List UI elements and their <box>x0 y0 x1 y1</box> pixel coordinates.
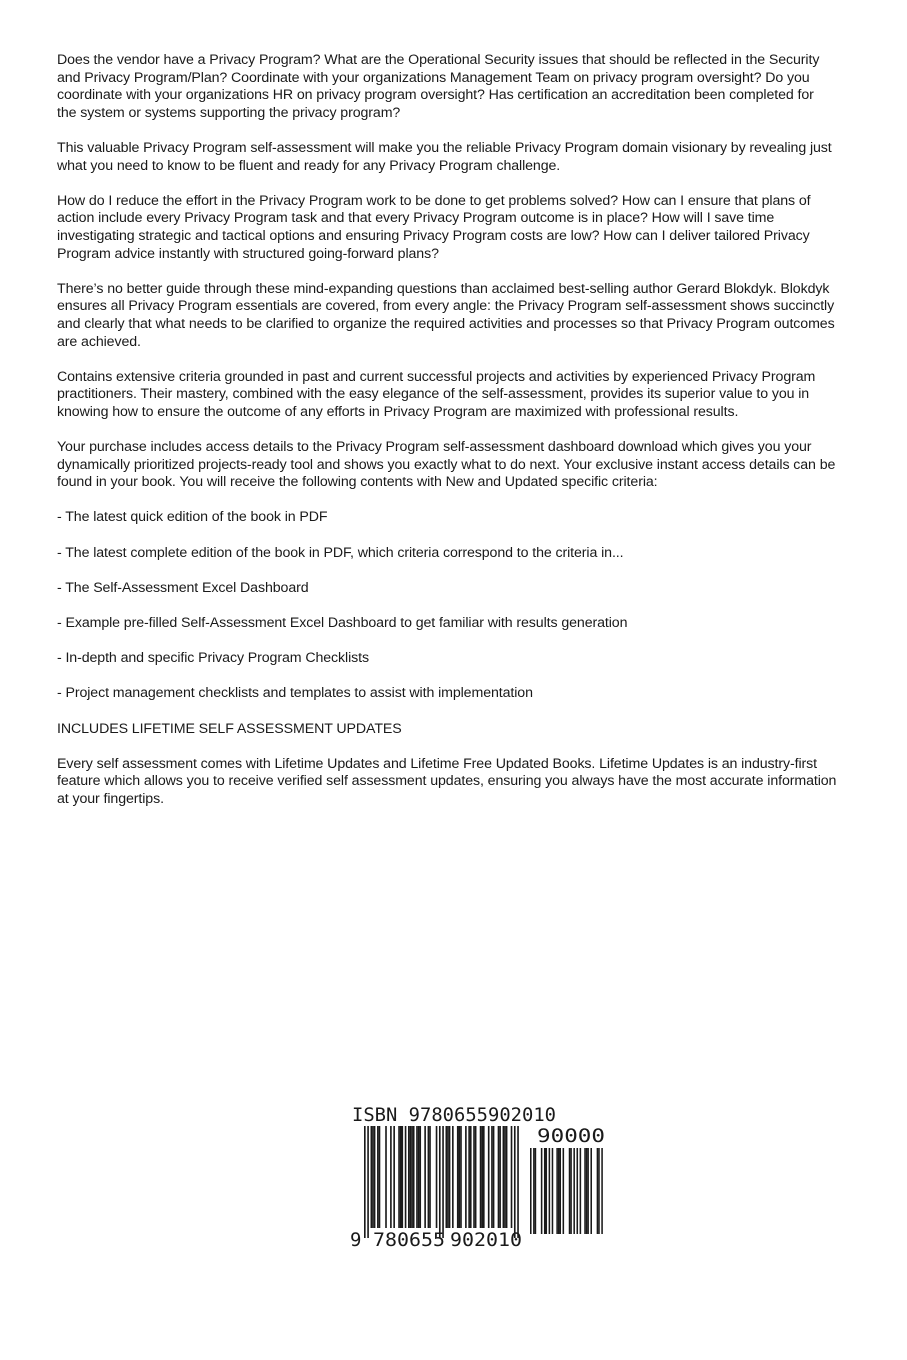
barcode-bar <box>503 1126 505 1228</box>
barcode-addon-bar <box>563 1148 565 1234</box>
barcode-bar <box>371 1126 373 1228</box>
barcode-addon-bar <box>601 1148 603 1234</box>
barcode-bar <box>398 1126 400 1228</box>
barcode-bar <box>372 1126 374 1228</box>
barcode-addon-bar <box>586 1148 588 1234</box>
barcode-bar <box>390 1126 392 1228</box>
barcode-bar <box>493 1126 495 1228</box>
barcode-bar <box>413 1126 415 1228</box>
barcode-bar <box>480 1126 482 1228</box>
barcode-addon-bar <box>546 1148 548 1234</box>
barcode-bar <box>410 1126 412 1228</box>
barcode-bar <box>468 1126 470 1228</box>
barcode-bar <box>470 1126 472 1228</box>
barcode-addon-bar <box>587 1148 589 1234</box>
description-text <box>57 52 837 826</box>
barcode-bar <box>374 1126 376 1228</box>
isbn-barcode <box>350 1104 610 1252</box>
barcode-bar <box>465 1126 467 1228</box>
barcode-addon-bar <box>544 1148 546 1234</box>
barcode-bar <box>481 1126 483 1228</box>
paragraph-purchase: Your purchase includes access details to the Privacy Program self-assessment dashboard download which gives you your dynamically prioritized projects-ready tool and shows you exactly what to do next. Your exclusive instant access details can be found in your book. You will receive the following contents with New and Updated specific criteria: <box>57 439 836 491</box>
barcode-bar <box>377 1126 379 1228</box>
barcode-addon-bar <box>549 1148 551 1234</box>
barcode-addon-bar <box>552 1148 554 1234</box>
barcode-addon-bar <box>584 1148 586 1234</box>
paragraph-lifetime-updates: Every self assessment comes with Lifetime Updates and Lifetime Free Updated Books. Lifetime Updates is an industry-first feature which allows you to receive verified self assessment updates, ensuring you always have the most accurate information at your fingertips. <box>57 755 837 807</box>
barcode-bar <box>367 1126 369 1238</box>
barcode-bar <box>408 1126 410 1228</box>
barcode-main-bars <box>364 1126 519 1238</box>
barcode-bar <box>446 1126 448 1228</box>
barcode-bar <box>429 1126 431 1228</box>
paragraph-how-questions: How do I reduce the effort in the Privacy Program work to be done to get problems solved? How can I ensure that plans of action include every Privacy Program task and that every Privacy Program outcome is in place? How will I save time investigating strategic and tactical options and ensuring Privacy Program costs are low? How can I deliver tailored Privacy Program advice instantly with structured going-forward plans? <box>57 192 811 262</box>
barcode-addon-bar <box>590 1148 592 1234</box>
barcode-bar <box>416 1126 418 1228</box>
barcode-bar <box>411 1126 413 1228</box>
barcode-digit-group-left: 780655 <box>373 1229 445 1251</box>
barcode-bar <box>499 1126 501 1228</box>
isbn-label: ISBN 9780655902010 <box>352 1104 556 1126</box>
barcode-bar <box>517 1126 519 1238</box>
list-item-quick-edition: - The latest quick edition of the book in PDF <box>57 509 328 526</box>
barcode-bar <box>436 1126 438 1228</box>
list-item-excel-dashboard: - The Self-Assessment Excel Dashboard <box>57 579 309 596</box>
barcode-bar <box>488 1126 490 1228</box>
barcode-bar <box>393 1126 395 1228</box>
barcode-bar <box>473 1126 475 1228</box>
barcode-bar <box>514 1126 516 1238</box>
barcode-bar <box>364 1126 366 1238</box>
list-item-checklists: - In-depth and specific Privacy Program Checklists <box>57 650 369 667</box>
list-item-prefilled-dashboard: - Example pre-filled Self-Assessment Excel Dashboard to get familiar with results generation <box>57 615 628 631</box>
barcode-bar <box>419 1126 421 1228</box>
barcode-addon-bar <box>533 1148 535 1234</box>
barcode-addon-bar <box>541 1148 543 1234</box>
barcode-bar <box>428 1126 430 1228</box>
lifetime-updates-heading: INCLUDES LIFETIME SELF ASSESSMENT UPDATES <box>57 720 402 737</box>
barcode-bar <box>442 1126 444 1238</box>
barcode-addon-bar <box>598 1148 600 1234</box>
barcode-bar <box>498 1126 500 1228</box>
barcode-addon-bar <box>569 1148 571 1234</box>
barcode-addon-bar <box>535 1148 537 1234</box>
barcode-bar <box>418 1126 420 1228</box>
barcode-lead-digit: 9 <box>350 1229 362 1251</box>
barcode-addon-bar <box>580 1148 582 1234</box>
barcode-addon-bar <box>570 1148 572 1234</box>
barcode-bar <box>385 1126 387 1228</box>
barcode-bar <box>491 1126 493 1228</box>
barcode-addon-bar <box>530 1148 532 1234</box>
barcode-bar <box>459 1126 461 1228</box>
barcode-bar <box>400 1126 402 1228</box>
barcode-addon-bar <box>577 1148 579 1234</box>
barcode-bar <box>424 1126 426 1228</box>
barcode-addon-bar <box>597 1148 599 1234</box>
barcode-bar <box>483 1126 485 1228</box>
barcode-bar <box>457 1126 459 1228</box>
list-item-complete-edition: - The latest complete edition of the book in PDF, which criteria correspond to the criteria in... <box>57 544 624 561</box>
barcode-bar <box>449 1126 451 1228</box>
barcode-bar <box>506 1126 508 1228</box>
barcode-addon-bar <box>573 1148 575 1234</box>
barcode-addon-bar <box>558 1148 560 1234</box>
barcode-bar <box>401 1126 403 1228</box>
barcode-bar <box>475 1126 477 1228</box>
barcode-bar <box>439 1126 441 1238</box>
barcode-digit-group-right: 902010 <box>450 1229 522 1251</box>
barcode-addon-digits: 90000 <box>537 1125 605 1147</box>
paragraph-value: This valuable Privacy Program self-assessment will make you the reliable Privacy Program domain visionary by revealing just what you need to know to be fluent and ready for any Privacy Program challenge. <box>57 139 832 174</box>
paragraph-criteria: Contains extensive criteria grounded in past and current successful projects and activities by experienced Privacy Program practitioners. Their mastery, combined with the easy elegance of the self-assessment, provides its superior value to you in knowing how to ensure the outcome of any efforts in Privacy Program are maximized with professional results. <box>57 368 816 420</box>
barcode-bar <box>504 1126 506 1228</box>
list-item-project-templates: - Project management checklists and templates to assist with implementation <box>57 685 533 702</box>
barcode-addon-bar <box>559 1148 561 1234</box>
paragraph-author: There’s no better guide through these mind-expanding questions than acclaimed best-selling author Gerard Blokdyk. Blokdyk ensures all Privacy Program essentials are covered, from every angle: the Privacy Program self-assessment shows succinctly and clearly that what needs to be clarified to organize the required activities and processes so that Privacy Program outcomes are achieved. <box>57 280 835 350</box>
barcode-bar <box>379 1126 381 1228</box>
barcode-bar <box>460 1126 462 1228</box>
barcode-addon-bars <box>530 1148 603 1234</box>
barcode-addon-bar <box>556 1148 558 1234</box>
barcode-bar <box>405 1126 407 1228</box>
barcode-bar <box>511 1126 513 1228</box>
paragraph-intro-questions: Does the vendor have a Privacy Program? What are the Operational Security issues that should be reflected in the Security and Privacy Program/Plan? Coordinate with your organizations Management Team on privacy program oversight? Do you coordinate with your organizations HR on privacy program oversight? Has certification an accreditation been completed for the system or systems supporting the privacy program? <box>57 52 820 121</box>
barcode-bar <box>452 1126 454 1228</box>
barcode-bar <box>447 1126 449 1228</box>
